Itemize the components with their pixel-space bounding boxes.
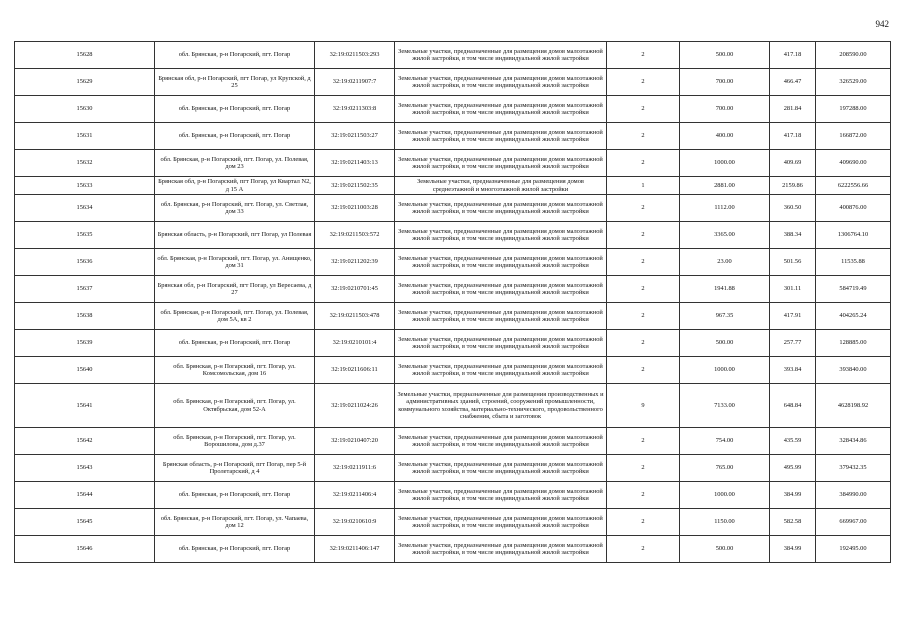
area-cell: 700.00 [680, 69, 770, 96]
address-cell: обл. Брянская, р-н Погарский, пгт. Погар [155, 42, 315, 69]
cadastral-number-cell: 32:19:0211403:13 [315, 150, 395, 177]
address-cell: обл. Брянская, р-н Погарский, пгт. Погар, ул. Чапаева, дом 12 [155, 509, 315, 536]
specific-value-cell: 384.99 [770, 536, 816, 563]
cadastral-value-cell: 384990.00 [816, 482, 891, 509]
address-cell: обл. Брянская, р-н Погарский, пгт. Погар [155, 96, 315, 123]
use-group-cell: 2 [607, 357, 680, 384]
address-cell: обл. Брянская, р-н Погарский, пгт. Погар, ул. Полевая, дом 5А, кв 2 [155, 303, 315, 330]
record-number-cell: 15643 [15, 455, 155, 482]
record-number-cell: 15628 [15, 42, 155, 69]
address-cell: обл. Брянская, р-н Погарский, пгт. Погар, ул. Комсомольская, дом 16 [155, 357, 315, 384]
specific-value-cell: 582.58 [770, 509, 816, 536]
table-row [15, 123, 891, 150]
use-group-cell: 2 [607, 303, 680, 330]
use-group-cell: 9 [607, 384, 680, 428]
use-group-cell: 2 [607, 123, 680, 150]
permitted-use-cell: Земельные участки, предназначенные для размещения домов малоэтажной жилой застройки, в том числе индивидуальной жилой застройки [395, 69, 607, 96]
cadastral-number-cell: 32:19:0210610:9 [315, 509, 395, 536]
specific-value-cell: 360.50 [770, 195, 816, 222]
table-row [15, 195, 891, 222]
area-cell: 400.00 [680, 123, 770, 150]
address-cell: Брянская обл, р-н Погарский, пгт Погар, ул Крупской, д 25 [155, 69, 315, 96]
area-cell: 3365.00 [680, 222, 770, 249]
use-group-cell: 2 [607, 222, 680, 249]
area-cell: 2881.00 [680, 177, 770, 195]
cadastral-number-cell: 32:19:0211503:293 [315, 42, 395, 69]
address-cell: Брянская область, р-н Погарский, пгт Погар, пер 5-й Пролетарский, д 4 [155, 455, 315, 482]
area-cell: 1150.00 [680, 509, 770, 536]
cadastral-value-cell: 11535.88 [816, 249, 891, 276]
specific-value-cell: 384.99 [770, 482, 816, 509]
address-cell: обл. Брянская, р-н Погарский, пгт. Погар [155, 330, 315, 357]
cadastral-number-cell: 32:19:0211406:4 [315, 482, 395, 509]
specific-value-cell: 417.18 [770, 42, 816, 69]
address-cell: Брянская обл, р-н Погарский, пгт Погар, ул Вересаева, д 27 [155, 276, 315, 303]
area-cell: 500.00 [680, 536, 770, 563]
use-group-cell: 2 [607, 96, 680, 123]
record-number-cell: 15637 [15, 276, 155, 303]
cadastral-value-cell: 379432.35 [816, 455, 891, 482]
area-cell: 1941.88 [680, 276, 770, 303]
cadastral-number-cell: 32:19:0211503:478 [315, 303, 395, 330]
cadastral-number-cell: 32:19:0210407:20 [315, 428, 395, 455]
permitted-use-cell: Земельные участки, предназначенные для размещения домов малоэтажной жилой застройки, в том числе индивидуальной жилой застройки [395, 150, 607, 177]
cadastral-value-cell: 400876.00 [816, 195, 891, 222]
use-group-cell: 2 [607, 455, 680, 482]
use-group-cell: 2 [607, 482, 680, 509]
area-cell: 765.00 [680, 455, 770, 482]
record-number-cell: 15645 [15, 509, 155, 536]
area-cell: 23.00 [680, 249, 770, 276]
use-group-cell: 2 [607, 536, 680, 563]
area-cell: 1000.00 [680, 482, 770, 509]
address-cell: обл. Брянская, р-н Погарский, пгт. Погар, ул. Ворошилова, дом д.37 [155, 428, 315, 455]
use-group-cell: 2 [607, 42, 680, 69]
use-group-cell: 2 [607, 330, 680, 357]
cadastral-value-cell: 393840.00 [816, 357, 891, 384]
specific-value-cell: 301.11 [770, 276, 816, 303]
permitted-use-cell: Земельные участки, предназначенные для размещения домов малоэтажной жилой застройки, в том числе индивидуальной жилой застройки [395, 42, 607, 69]
address-cell: обл. Брянская, р-н Погарский, пгт. Погар, ул. Октябрьская, дом 52-А [155, 384, 315, 428]
specific-value-cell: 388.34 [770, 222, 816, 249]
cadastral-value-cell: 208590.00 [816, 42, 891, 69]
cadastral-number-cell: 32:19:0211606:11 [315, 357, 395, 384]
area-cell: 754.00 [680, 428, 770, 455]
cadastral-number-cell: 32:19:0211024:26 [315, 384, 395, 428]
address-cell: обл. Брянская, р-н Погарский, пгт. Погар [155, 123, 315, 150]
address-cell: обл. Брянская, р-н Погарский, пгт. Погар [155, 536, 315, 563]
address-cell: Брянская область, р-н Погарский, пгт Погар, ул Полевая [155, 222, 315, 249]
area-cell: 700.00 [680, 96, 770, 123]
cadastral-value-cell: 197288.00 [816, 96, 891, 123]
address-cell: обл. Брянская, р-н Погарский, пгт. Погар, ул. Полевая, дом 23 [155, 150, 315, 177]
table-row [15, 428, 891, 455]
record-number-cell: 15639 [15, 330, 155, 357]
specific-value-cell: 2159.86 [770, 177, 816, 195]
area-cell: 1112.00 [680, 195, 770, 222]
table-row [15, 69, 891, 96]
cadastral-number-cell: 32:19:0211406:147 [315, 536, 395, 563]
address-cell: обл. Брянская, р-н Погарский, пгт. Погар, ул. Светлая, дом 33 [155, 195, 315, 222]
permitted-use-cell: Земельные участки, предназначенные для размещения домов малоэтажной жилой застройки, в том числе индивидуальной жилой застройки [395, 509, 607, 536]
cadastral-number-cell: 32:19:0210101:4 [315, 330, 395, 357]
cadastral-number-cell: 32:19:0211911:6 [315, 455, 395, 482]
table-row [15, 330, 891, 357]
cadastral-value-cell: 584719.49 [816, 276, 891, 303]
cadastral-value-cell: 192495.00 [816, 536, 891, 563]
cadastral-value-table [14, 41, 891, 563]
permitted-use-cell: Земельные участки, предназначенные для размещения домов малоэтажной жилой застройки, в том числе индивидуальной жилой застройки [395, 96, 607, 123]
cadastral-value-cell: 6222556.66 [816, 177, 891, 195]
cadastral-number-cell: 32:19:0210701:45 [315, 276, 395, 303]
record-number-cell: 15644 [15, 482, 155, 509]
record-number-cell: 15629 [15, 69, 155, 96]
table-row [15, 357, 891, 384]
specific-value-cell: 648.84 [770, 384, 816, 428]
permitted-use-cell: Земельные участки, предназначенные для размещения домов малоэтажной жилой застройки, в том числе индивидуальной жилой застройки [395, 276, 607, 303]
address-cell: Брянская обл, р-н Погарский, пгт Погар, ул Квартал N2, д 15 А [155, 177, 315, 195]
cadastral-number-cell: 32:19:0211003:28 [315, 195, 395, 222]
specific-value-cell: 435.59 [770, 428, 816, 455]
use-group-cell: 2 [607, 276, 680, 303]
page-number: 942 [875, 19, 889, 29]
address-cell: обл. Брянская, р-н Погарский, пгт. Погар, ул. Анищенко, дом 31 [155, 249, 315, 276]
table-row [15, 455, 891, 482]
cadastral-value-cell: 1306764.10 [816, 222, 891, 249]
specific-value-cell: 466.47 [770, 69, 816, 96]
cadastral-value-cell: 128885.00 [816, 330, 891, 357]
permitted-use-cell: Земельные участки, предназначенные для размещения домов малоэтажной жилой застройки, в том числе индивидуальной жилой застройки [395, 536, 607, 563]
table-row [15, 384, 891, 428]
area-cell: 500.00 [680, 330, 770, 357]
cadastral-value-cell: 409690.00 [816, 150, 891, 177]
specific-value-cell: 417.18 [770, 123, 816, 150]
record-number-cell: 15631 [15, 123, 155, 150]
specific-value-cell: 281.84 [770, 96, 816, 123]
cadastral-number-cell: 32:19:0211907:7 [315, 69, 395, 96]
cadastral-number-cell: 32:19:0211503:572 [315, 222, 395, 249]
permitted-use-cell: Земельные участки, предназначенные для размещения домов малоэтажной жилой застройки, в том числе индивидуальной жилой застройки [395, 428, 607, 455]
table-row [15, 536, 891, 563]
specific-value-cell: 409.69 [770, 150, 816, 177]
table-row [15, 222, 891, 249]
permitted-use-cell: Земельные участки, предназначенные для размещения домов малоэтажной жилой застройки, в том числе индивидуальной жилой застройки [395, 330, 607, 357]
table-row [15, 177, 891, 195]
use-group-cell: 2 [607, 69, 680, 96]
cadastral-number-cell: 32:19:0211202:39 [315, 249, 395, 276]
permitted-use-cell: Земельные участки, предназначенные для размещения производственных и административных зданий, строений, сооружений промышленности, коммунального хозяйства, материально-технического, продовольственного снабжения, сбыта и заготовок [395, 384, 607, 428]
cadastral-value-cell: 4628198.92 [816, 384, 891, 428]
record-number-cell: 15633 [15, 177, 155, 195]
use-group-cell: 2 [607, 249, 680, 276]
use-group-cell: 2 [607, 509, 680, 536]
table-row [15, 509, 891, 536]
record-number-cell: 15641 [15, 384, 155, 428]
table-row [15, 303, 891, 330]
cadastral-value-cell: 328434.86 [816, 428, 891, 455]
permitted-use-cell: Земельные участки, предназначенные для размещения домов малоэтажной жилой застройки, в том числе индивидуальной жилой застройки [395, 195, 607, 222]
permitted-use-cell: Земельные участки, предназначенные для размещения домов малоэтажной жилой застройки, в том числе индивидуальной жилой застройки [395, 455, 607, 482]
permitted-use-cell: Земельные участки, предназначенные для размещения домов малоэтажной жилой застройки, в том числе индивидуальной жилой застройки [395, 482, 607, 509]
use-group-cell: 2 [607, 150, 680, 177]
cadastral-value-cell: 326529.00 [816, 69, 891, 96]
permitted-use-cell: Земельные участки, предназначенные для размещения домов малоэтажной жилой застройки, в том числе индивидуальной жилой застройки [395, 249, 607, 276]
record-number-cell: 15632 [15, 150, 155, 177]
table-row [15, 96, 891, 123]
specific-value-cell: 495.99 [770, 455, 816, 482]
specific-value-cell: 501.56 [770, 249, 816, 276]
area-cell: 500.00 [680, 42, 770, 69]
table-row [15, 150, 891, 177]
cadastral-number-cell: 32:19:0211303:8 [315, 96, 395, 123]
table-row [15, 482, 891, 509]
area-cell: 1000.00 [680, 357, 770, 384]
specific-value-cell: 257.77 [770, 330, 816, 357]
area-cell: 1000.00 [680, 150, 770, 177]
record-number-cell: 15642 [15, 428, 155, 455]
use-group-cell: 2 [607, 428, 680, 455]
permitted-use-cell: Земельные участки, предназначенные для размещения домов малоэтажной жилой застройки, в том числе индивидуальной жилой застройки [395, 222, 607, 249]
permitted-use-cell: Земельные участки, предназначенные для размещения домов малоэтажной жилой застройки, в том числе индивидуальной жилой застройки [395, 303, 607, 330]
cadastral-value-cell: 669967.00 [816, 509, 891, 536]
cadastral-number-cell: 32:19:0211503:27 [315, 123, 395, 150]
table-row [15, 249, 891, 276]
address-cell: обл. Брянская, р-н Погарский, пгт. Погар [155, 482, 315, 509]
table-body [15, 42, 891, 563]
permitted-use-cell: Земельные участки, предназначенные для размещения домов малоэтажной жилой застройки, в том числе индивидуальной жилой застройки [395, 123, 607, 150]
specific-value-cell: 417.91 [770, 303, 816, 330]
table-row [15, 42, 891, 69]
specific-value-cell: 393.84 [770, 357, 816, 384]
area-cell: 967.35 [680, 303, 770, 330]
record-number-cell: 15640 [15, 357, 155, 384]
record-number-cell: 15646 [15, 536, 155, 563]
record-number-cell: 15636 [15, 249, 155, 276]
permitted-use-cell: Земельные участки, предназначенные для размещения домов среднеэтажной и многоэтажной жилой застройки [395, 177, 607, 195]
table-row [15, 276, 891, 303]
permitted-use-cell: Земельные участки, предназначенные для размещения домов малоэтажной жилой застройки, в том числе индивидуальной жилой застройки [395, 357, 607, 384]
cadastral-number-cell: 32:19:0211502:35 [315, 177, 395, 195]
cadastral-value-cell: 166872.00 [816, 123, 891, 150]
area-cell: 7133.00 [680, 384, 770, 428]
cadastral-value-cell: 404265.24 [816, 303, 891, 330]
record-number-cell: 15638 [15, 303, 155, 330]
record-number-cell: 15634 [15, 195, 155, 222]
record-number-cell: 15635 [15, 222, 155, 249]
use-group-cell: 2 [607, 195, 680, 222]
record-number-cell: 15630 [15, 96, 155, 123]
use-group-cell: 1 [607, 177, 680, 195]
